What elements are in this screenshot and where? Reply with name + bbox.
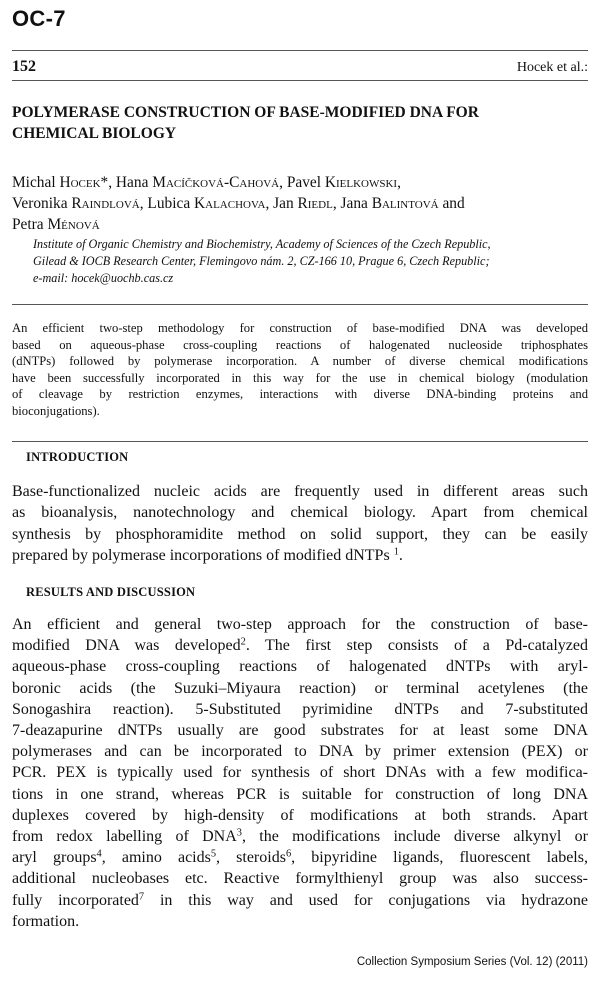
section-rule-intro — [12, 441, 588, 442]
citation-ref: 5 — [210, 848, 217, 860]
page-footer: Collection Symposium Series (Vol. 12) (2011) — [356, 956, 588, 968]
abstract-line: bioconjugations). — [12, 403, 100, 418]
abstract-line: (dNTPs) followed by polymerase incorporation. A number of diverse chemical modifications — [12, 354, 588, 369]
citation-ref: 3 — [236, 827, 242, 839]
title-line: POLYMERASE CONSTRUCTION OF BASE-MODIFIED DNA FOR — [12, 104, 479, 121]
section-heading-introduction: INTRODUCTION — [26, 450, 129, 464]
citation-ref: 1 — [393, 546, 399, 558]
results-paragraph: An efficient and general two-step approach for the construction of base- modified DNA was developed$^2$. The first step consists of a Pd-catalyzed aqueous-phase cross-coupling reactions of halogenated dNTPs with aryl- boronic acids (the Suzuki–Miyaura reaction) or terminal acetylenes (the Sonogashira reaction). 5-Substituted pyrimidine dNTPs and 7-substituted 7-deazapurine dNTPs usually are good substrates for at least some DNA polymerases and can be incorporated to DNA by primer extension (PEX) or PCR. PEX is typically used for synthesis of short DNAs with a few modifica- tions in one strand, whereas PCR is suitable for construction of long DNA duplexes covered by high-density of modifications at both strands. Apart from redox labelling of DNA$^3$, the modifications include diverse alkynyl or aryl groups$^4$, amino acids$^5$, steroids$^6$, bipyridine ligands, fluorescent labels, additional nucleobases etc. Reactive formylthienyl group was also success- fully incorporated$^7$ in this way and used for conjugations via hydrazone formation. — [12, 616, 588, 930]
header-rule-top — [12, 50, 588, 51]
citation-ref: 6 — [285, 848, 292, 860]
header-rule-bottom — [12, 80, 588, 81]
affiliation-email: e-mail: hocek@uochb.cas.cz — [33, 271, 174, 285]
abstract — [12, 320, 588, 420]
title-line: CHEMICAL BIOLOGY — [12, 125, 177, 142]
session-code: OC-7 — [12, 6, 66, 31]
author-list — [12, 172, 582, 235]
citation-ref: 7 — [138, 890, 145, 902]
article-title — [12, 102, 572, 144]
introduction-paragraph: Base-functionalized nucleic acids are frequently used in different areas such as bioanalysis, nanotechnology and chemical biology. Apart from chemical synthesis by phosphoramidite method on solid support, they can be easily prepared by polymerase incorporations of modified dNTPs $^1$. — [12, 483, 588, 564]
section-heading-results: RESULTS AND DISCUSSION — [26, 585, 196, 599]
citation-ref: 2 — [240, 636, 246, 648]
author-line: Petra Ménová — [12, 216, 100, 233]
corresponding-mark: * — [100, 174, 109, 191]
abstract-rule — [12, 304, 588, 305]
author-line: Veronika Raindlová, Lubica Kalachova, Jan Riedl, Jana Balintová and — [12, 195, 465, 212]
affiliation-line: Gilead & IOCB Research Center, Flemingovo nám. 2, CZ-166 10, Prague 6, Czech Republic; — [33, 254, 490, 268]
author-line: Michal Hocek*, Hana Macíčková-Cahová, Pavel Kielkowski, — [12, 174, 401, 191]
abstract-line: have been successfully incorporated in this way for the use in chemical biology (modulation — [12, 370, 588, 385]
page-number: 152 — [12, 58, 36, 75]
affiliation-line: Institute of Organic Chemistry and Biochemistry, Academy of Sciences of the Czech Republic, — [33, 237, 491, 251]
abstract-line: An efficient two-step methodology for construction of base-modified DNA was developed — [12, 321, 588, 335]
running-head: Hocek et al.: — [516, 60, 588, 75]
affiliation — [33, 236, 588, 287]
abstract-line: based on aqueous-phase cross-coupling reactions of halogenated nucleoside triphosphates — [12, 337, 588, 352]
citation-ref: 4 — [96, 848, 102, 860]
abstract-line: of cleavage by restriction enzymes, interactions with diverse DNA-binding proteins and — [12, 387, 588, 402]
